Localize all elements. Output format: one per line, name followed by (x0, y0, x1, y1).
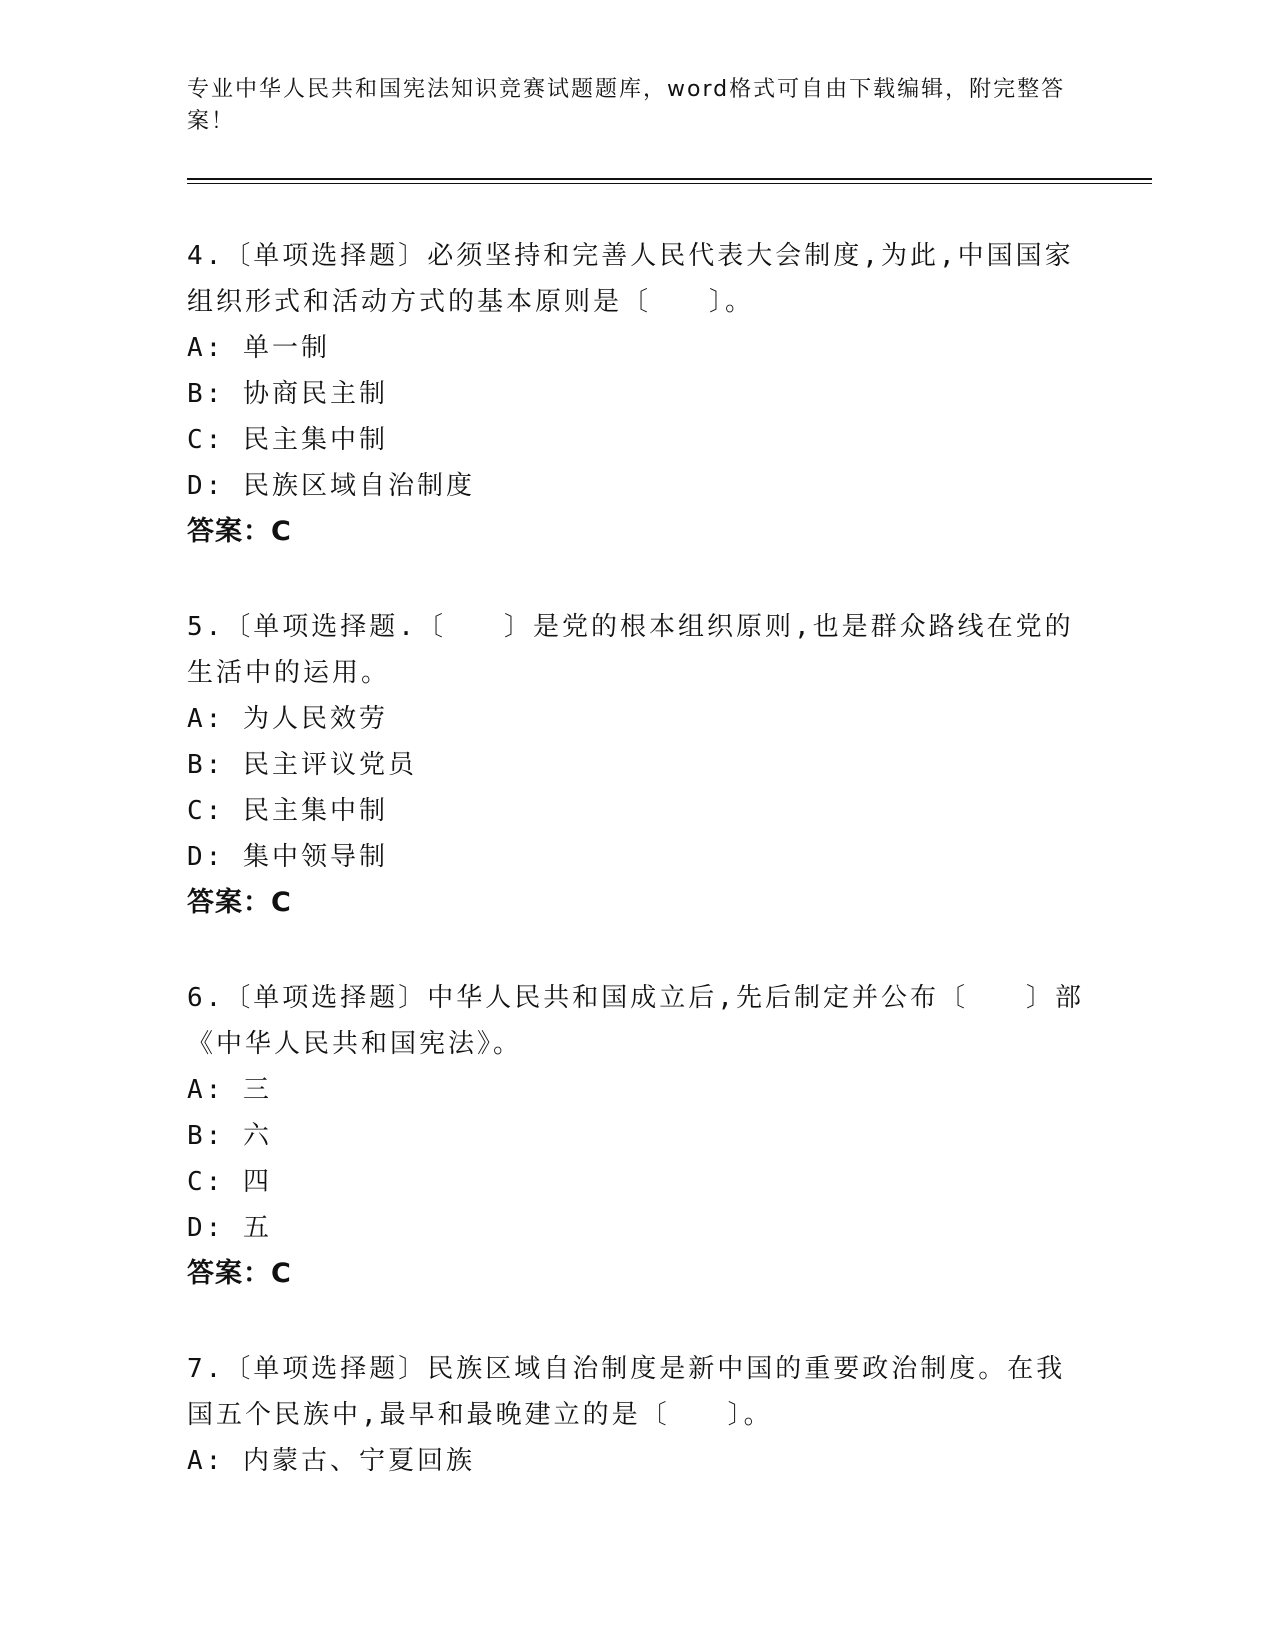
option-b: B: 六 (187, 1121, 272, 1151)
option-a: A: 为人民效劳 (187, 704, 388, 734)
question-7 (187, 1346, 1087, 1484)
header-divider-thin (187, 183, 1152, 184)
option-a: A: 内蒙古、宁夏回族 (187, 1446, 475, 1476)
question-list (187, 233, 1087, 1533)
question-5 (187, 604, 1087, 926)
question-stem: 5.〔单项选择题.〔 〕是党的根本组织原则,也是群众路线在党的生活中的运用。 (187, 612, 1074, 688)
header-divider-thick (187, 178, 1152, 180)
document-header: 专业中华人民共和国宪法知识竞赛试题题库，word格式可自由下载编辑，附完整答案！ (187, 77, 1066, 134)
option-c: C: 四 (187, 1167, 272, 1197)
option-c: C: 民主集中制 (187, 425, 388, 455)
option-b: B: 民主评议党员 (187, 750, 417, 780)
question-stem: 6.〔单项选择题〕中华人民共和国成立后,先后制定并公布〔 〕部《中华人民共和国宪法》。 (187, 983, 1084, 1059)
option-a: A: 三 (187, 1075, 272, 1105)
question-4 (187, 233, 1087, 555)
option-d: D: 集中领导制 (187, 842, 388, 872)
answer-line: 答案：C (187, 887, 292, 918)
option-b: B: 协商民主制 (187, 379, 388, 409)
option-c: C: 民主集中制 (187, 796, 388, 826)
question-stem: 7.〔单项选择题〕民族区域自治制度是新中国的重要政治制度。在我国五个民族中,最早和最晚建立的是〔 〕。 (187, 1354, 1066, 1430)
answer-line: 答案：C (187, 516, 292, 547)
option-d: D: 民族区域自治制度 (187, 471, 475, 501)
option-a: A: 单一制 (187, 333, 330, 363)
answer-line: 答案：C (187, 1258, 292, 1289)
option-d: D: 五 (187, 1213, 272, 1243)
question-stem: 4.〔单项选择题〕必须坚持和完善人民代表大会制度,为此,中国国家组织形式和活动方式的基本原则是〔 〕。 (187, 241, 1074, 317)
question-6 (187, 975, 1087, 1297)
